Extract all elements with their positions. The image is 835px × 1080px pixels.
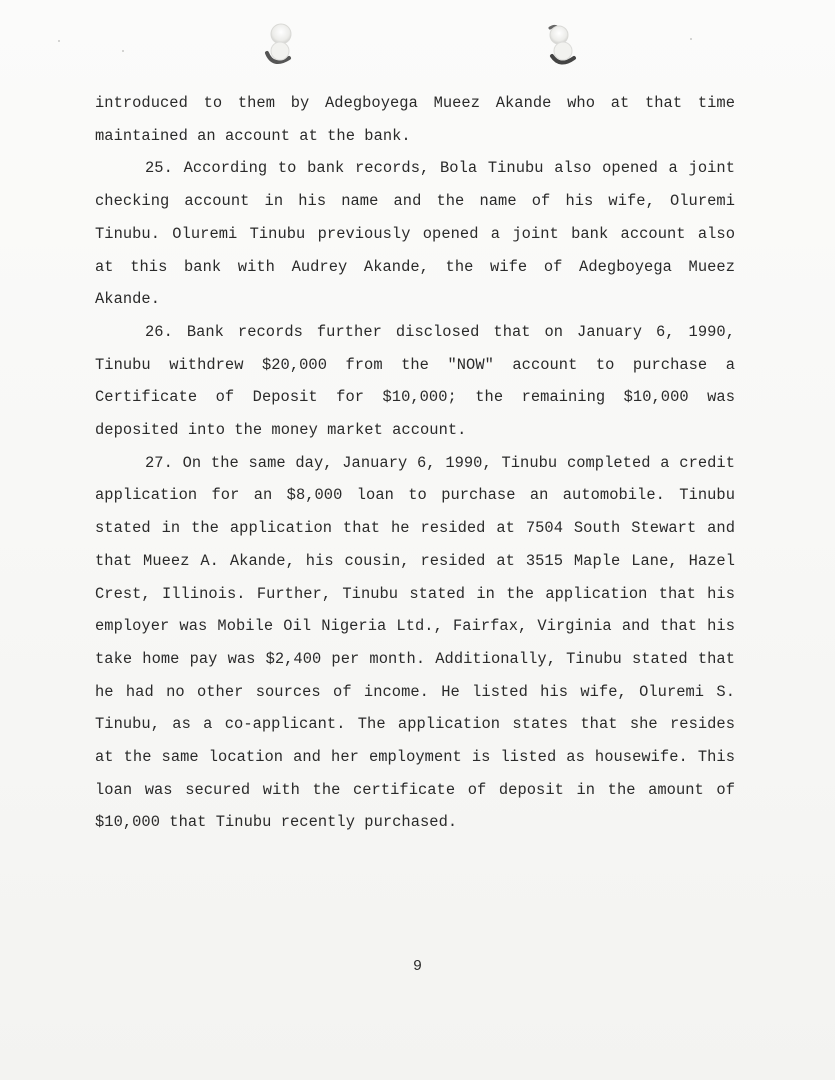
paragraph-25: 25. According to bank records, Bola Tinubu also opened a joint checking account in his name and the name of his wife, Oluremi Tinubu. Oluremi Tinubu previously opened a joint bank account also at this bank with Audrey Akande, the wife of Adegboyega Mueez Akande.: [95, 159, 735, 309]
paragraph-26: 26. Bank records further disclosed that on January 6, 1990, Tinubu withdrew $20,000 from the "NOW" account to purchase a Certificate of Deposit for $10,000; the remaining $10,000 was deposited into the money market account.: [95, 322, 735, 440]
page-number: 9: [412, 958, 422, 975]
paragraph-27: 27. On the same day, January 6, 1990, Tinubu completed a credit application for an $8,000 loan to purchase an automobile. Tinubu stated in the application that he resided at 7504 South Stewart and that Mueez A. Akande, his cousin, resided at 3515 Maple Lane, Hazel Crest, Illinois. Further, Tinubu stated in the application that his employer was Mobile Oil Nigeria Ltd., Fairfax, Virginia and that his take home pay was $2,400 per month. Additionally, Tinubu stated that he had no other sources of income. He listed his wife, Oluremi S. Tinubu, as a co-applicant. The application states that she resides at the same location and her employment is listed as housewife. This loan was secured with the certificate of deposit in the amount of $10,000 that Tinubu recently purchased.: [95, 453, 735, 832]
scan-speck: [690, 38, 692, 40]
scan-speck: [122, 50, 124, 52]
paragraph-continuation: introduced to them by Adegboyega Mueez Akande who at that time maintained an account at the bank.: [95, 94, 735, 145]
scan-speck: [58, 40, 60, 42]
document-body: [95, 87, 735, 839]
binder-punch-hole-icon: [263, 20, 297, 66]
binder-punch-hole-icon: [544, 22, 578, 68]
